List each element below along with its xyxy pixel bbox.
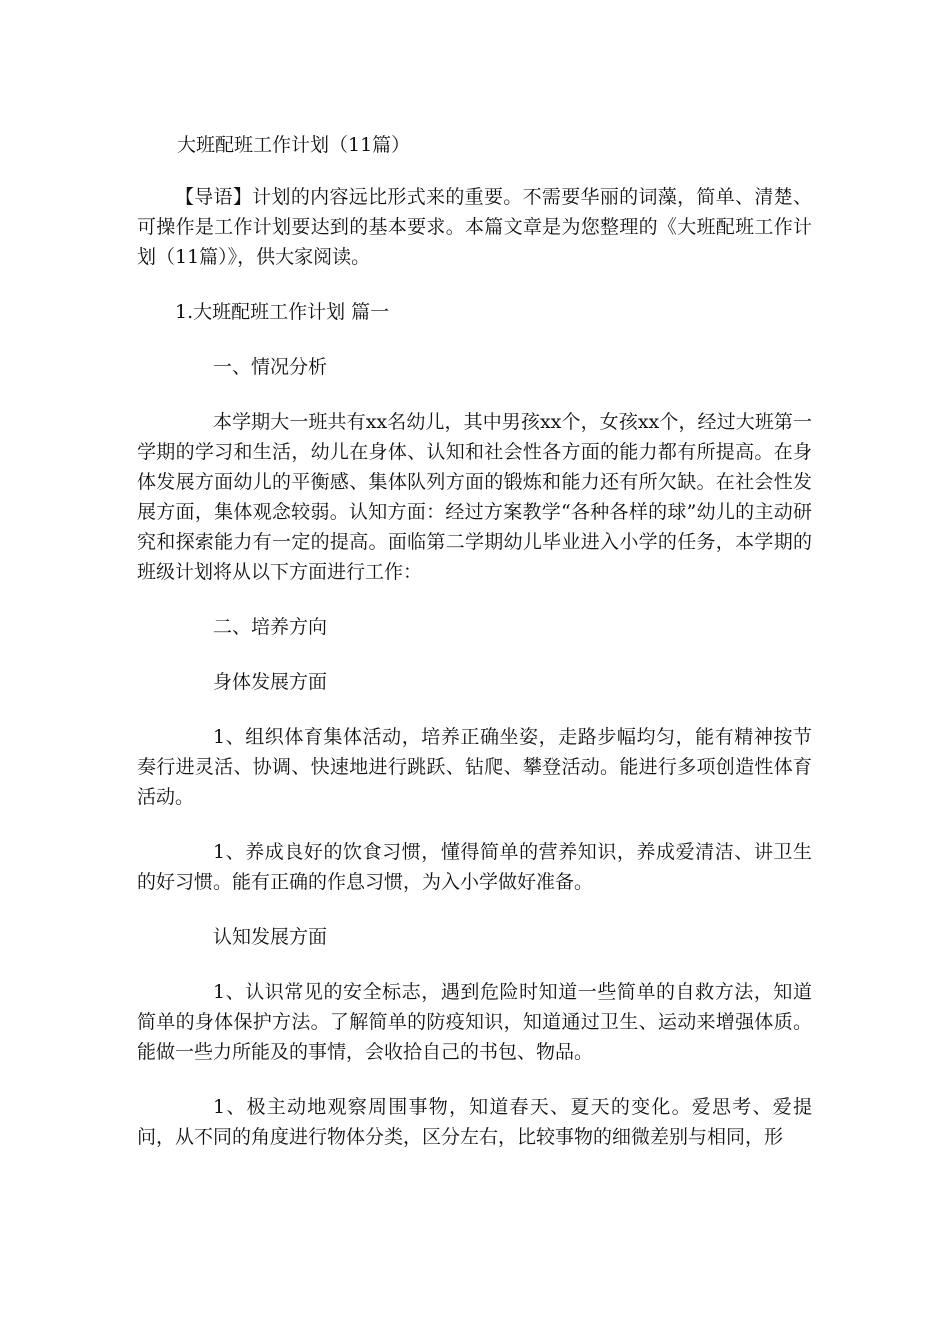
document-title: 大班配班工作计划（11篇） [177,134,411,156]
document-page [137,130,812,1177]
chapter-title: 1.大班配班工作计划 篇一 [175,301,390,323]
section-heading-analysis: 一、情况分析 [213,356,328,378]
physical-item-1: 1、组织体育集体活动，培养正确坐姿，走路步幅均匀，能有精神按节奏行进灵活、协调、快速地进行跳跃、钻爬、攀登活动。能进行多项创造性体育活动。 [137,726,812,808]
section-heading-direction: 二、培养方向 [213,616,328,638]
intro-paragraph: 【导语】计划的内容远比形式来的重要。不需要华丽的词藻，简单、清楚、可操作是工作计划要达到的基本要求。本篇文章是为您整理的《大班配班工作计划（11篇）》，供大家阅读。 [137,186,812,268]
cognitive-item-2: 1、极主动地观察周围事物，知道春天、夏天的变化。爱思考、爱提问，从不同的角度进行物体分类，区分左右，比较事物的细微差别与相同，形 [137,1096,812,1148]
cognitive-heading: 认知发展方面 [213,926,328,948]
physical-heading: 身体发展方面 [213,671,328,693]
cognitive-item-1: 1、认识常见的安全标志，遇到危险时知道一些简单的自救方法，知道简单的身体保护方法。了解简单的防疫知识，知道通过卫生、运动来增强体质。能做一些力所能及的事情，会收拾自己的书包、物品。 [137,981,812,1063]
analysis-paragraph: 本学期大一班共有xx名幼儿，其中男孩xx个，女孩xx个，经过大班第一学期的学习和生活，幼儿在身体、认知和社会性各方面的能力都有所提高。在身体发展方面幼儿的平衡感、集体队列方面的锻炼和能力还有所欠缺。在社会性发展方面，集体观念较弱。认知方面：经过方案教学“各种各样的球”幼儿的主动研究和探索能力有一定的提高。面临第二学期幼儿毕业进入小学的任务，本学期的班级计划将从以下方面进行工作： [137,411,812,583]
physical-item-2: 1、养成良好的饮食习惯，懂得简单的营养知识，养成爱清洁、讲卫生的好习惯。能有正确的作息习惯，为入小学做好准备。 [137,841,812,893]
